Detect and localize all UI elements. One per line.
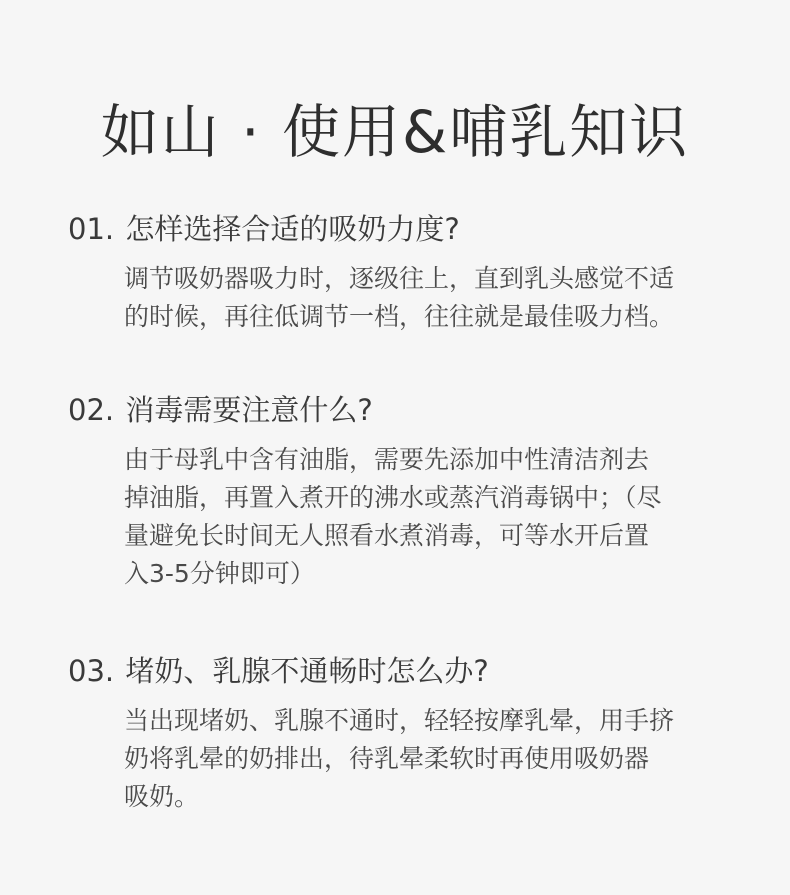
- answer-text: [124, 702, 734, 816]
- question-number: 03.: [68, 654, 115, 688]
- answer-line: 吸奶。: [124, 782, 200, 811]
- question-heading: [68, 389, 748, 431]
- page-title: 如山 · 使用&哺乳知识: [100, 98, 690, 166]
- question-text: 怎样选择合适的吸奶力度?: [125, 212, 460, 246]
- answer-line: 调节吸奶器吸力时，逐级往上，直到乳头感觉不适: [124, 264, 675, 293]
- answer-line: 掉油脂，再置入煮开的沸水或蒸汽消毒锅中；（尽: [124, 483, 662, 512]
- answer-line: 量避免长时间无人照看水煮消毒，可等水开后置: [124, 521, 650, 550]
- answer-line: 由于母乳中含有油脂，需要先添加中性清洁剂去: [124, 445, 650, 474]
- question-heading: [68, 208, 748, 250]
- qa-item: [68, 389, 748, 593]
- question-text: 堵奶、乳腺不通畅时怎么办?: [125, 654, 489, 688]
- answer-line: 入3-5分钟即可）: [124, 559, 315, 588]
- question-text: 消毒需要注意什么?: [125, 393, 373, 427]
- qa-item: [68, 650, 748, 816]
- question-heading: [68, 650, 748, 692]
- answer-text: [124, 441, 734, 593]
- answer-line: 奶将乳晕的奶排出，待乳晕柔软时再使用吸奶器: [124, 744, 650, 773]
- answer-line: 当出现堵奶、乳腺不通时，轻轻按摩乳晕，用手挤: [124, 706, 675, 735]
- qa-item: [68, 208, 748, 336]
- answer-text: [124, 260, 734, 336]
- question-number: 02.: [68, 393, 115, 427]
- answer-line: 的时候，再往低调节一档，往往就是最佳吸力档。: [124, 302, 675, 331]
- question-number: 01.: [68, 212, 115, 246]
